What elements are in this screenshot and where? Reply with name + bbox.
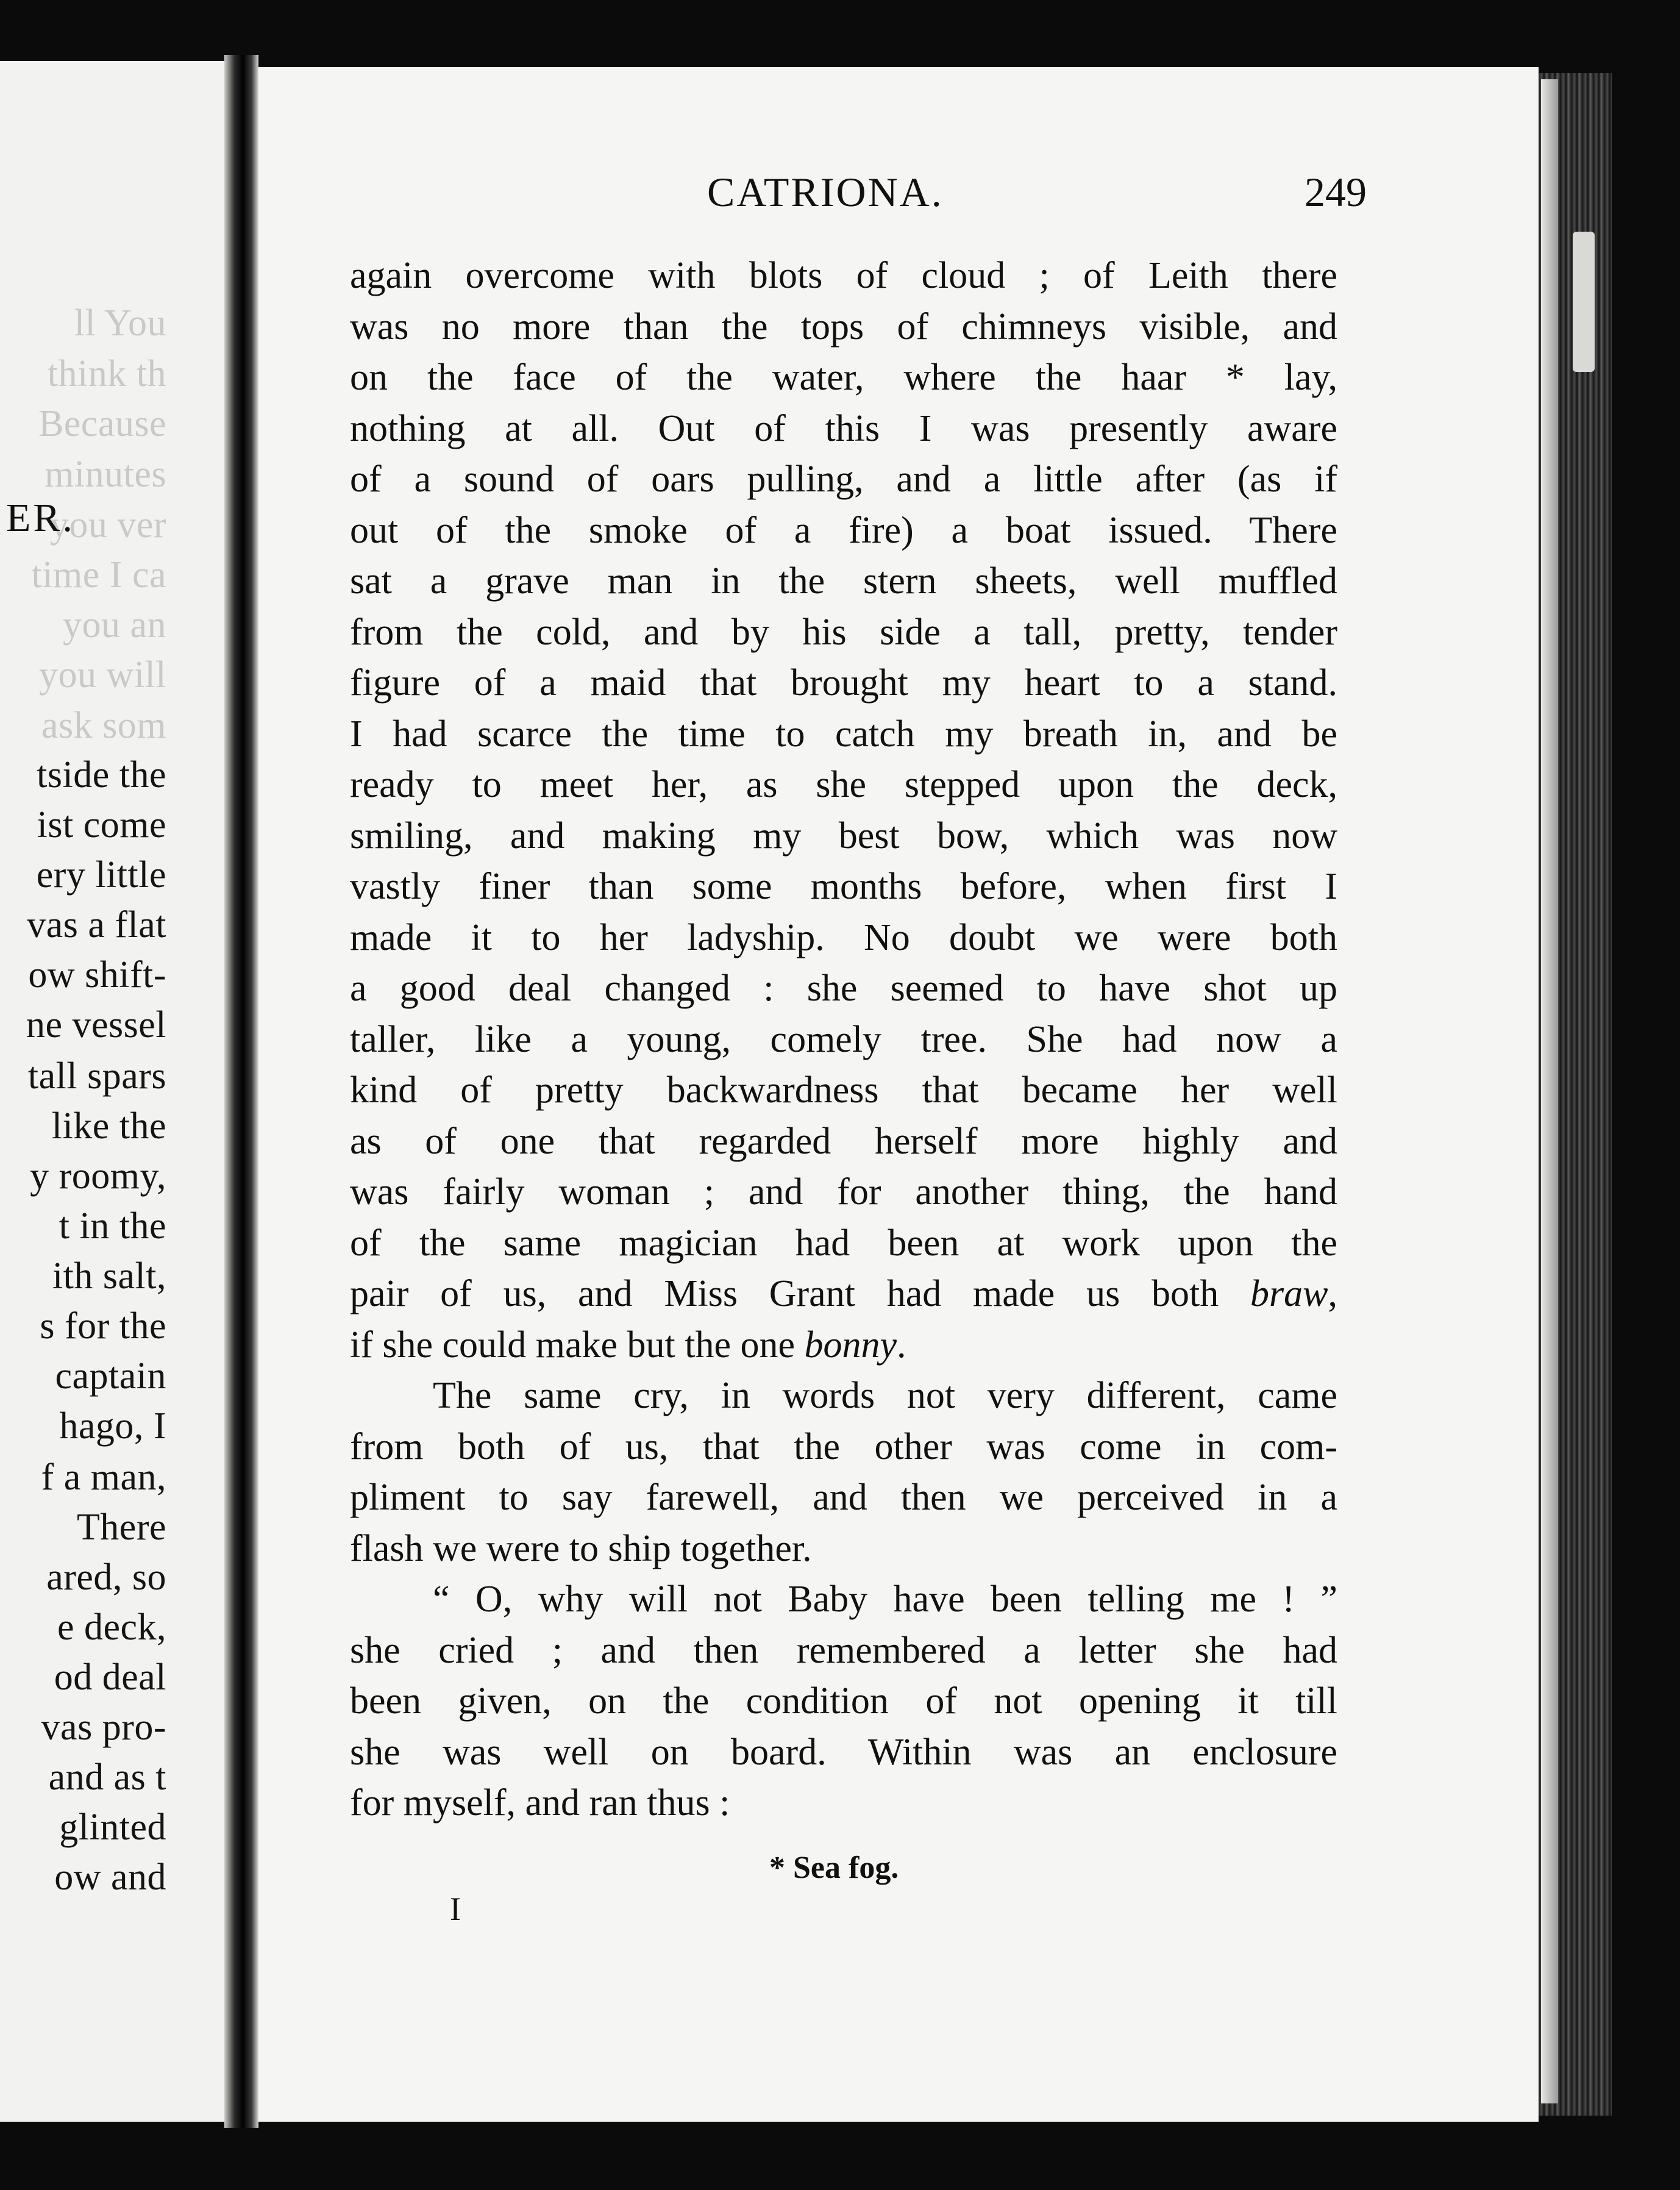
left-page-line: tall spars: [27, 1055, 166, 1097]
book-gutter: [224, 55, 258, 2128]
left-page-line: ne vessel: [26, 1004, 166, 1046]
body-line: [350, 1268, 1337, 1319]
body-line: for myself, and ran thus :: [350, 1782, 730, 1824]
body-line: The same cry, in words not very different, came: [433, 1375, 1337, 1416]
page-number: 249: [1304, 169, 1367, 215]
body-line: as of one that regarded herself more highly and: [350, 1121, 1337, 1162]
left-page-line: ist come: [37, 804, 166, 846]
left-page-line: captain: [55, 1355, 166, 1397]
left-page-line: y roomy,: [30, 1155, 166, 1197]
body-line: vastly finer than some months before, when first I: [350, 866, 1337, 907]
body-line: figure of a maid that brought my heart to a stand.: [350, 662, 1337, 704]
body-line: [350, 1319, 1337, 1371]
left-page-line: hago, I: [59, 1405, 166, 1447]
body-line: sat a grave man in the stern sheets, well muffled: [350, 560, 1337, 602]
body-line: pliment to say farewell, and then we perceived in a: [350, 1477, 1337, 1518]
body-line: of the same magician had been at work upon the: [350, 1222, 1337, 1264]
left-page-line: think th: [47, 353, 166, 394]
left-page-line: like the: [51, 1105, 166, 1147]
body-line: ready to meet her, as she stepped upon the deck,: [350, 764, 1337, 805]
body-line: was no more than the tops of chimneys visible, and: [350, 306, 1337, 348]
italic-word: bonny: [804, 1324, 897, 1366]
text-run: .: [897, 1324, 906, 1366]
running-header-title: CATRIONA.: [707, 169, 944, 215]
left-page-line: you ver: [49, 504, 166, 546]
left-page-line: ared, so: [46, 1557, 166, 1598]
left-page-line: vas pro-: [41, 1707, 166, 1748]
left-page-line: f a man,: [41, 1457, 166, 1498]
body-line: smiling, and making my best bow, which was now: [350, 815, 1337, 857]
body-line: taller, like a young, comely tree. She had now a: [350, 1019, 1337, 1060]
left-heading-fragment: ER.: [6, 496, 75, 540]
body-line: “ O, why will not Baby have been telling me ! ”: [433, 1578, 1337, 1620]
left-page-line: you an: [62, 604, 166, 646]
left-page-line: ow shift-: [28, 954, 166, 996]
body-line: on the face of the water, where the haar * lay,: [350, 357, 1337, 398]
left-page-line: ow and: [54, 1857, 166, 1898]
body-line: made it to her ladyship. No doubt we were both: [350, 917, 1337, 958]
left-page-line: and as t: [48, 1757, 166, 1798]
body-line: out of the smoke of a fire) a boat issued. There: [350, 510, 1337, 551]
left-page-line: ll You: [74, 302, 166, 344]
text-run: pair of us, and Miss Grant had made us both: [350, 1273, 1251, 1314]
left-page-line: ask som: [41, 705, 166, 746]
left-page-line: ith salt,: [52, 1255, 166, 1297]
left-page-line: time I ca: [31, 554, 166, 596]
signature-mark: I: [450, 1891, 461, 1927]
left-page-line: od deal: [54, 1657, 166, 1698]
body-line: she cried ; and then remembered a letter she had: [350, 1630, 1337, 1671]
left-page-line: tside the: [37, 754, 166, 796]
body-line: flash we were to ship together.: [350, 1528, 812, 1569]
body-line: she was well on board. Within was an enclosure: [350, 1732, 1337, 1773]
body-line: a good deal changed : she seemed to have shot up: [350, 968, 1337, 1009]
left-page-line: e deck,: [57, 1607, 166, 1648]
body-line: from the cold, and by his side a tall, pretty, tender: [350, 612, 1337, 653]
body-line: of a sound of oars pulling, and a little after (as if: [350, 458, 1337, 500]
left-page-line: s for the: [40, 1305, 166, 1347]
body-line: from both of us, that the other was come in com-: [350, 1426, 1337, 1468]
left-page: [0, 61, 224, 2122]
left-page-line: Because: [38, 403, 166, 444]
text-run: ,: [1328, 1273, 1337, 1314]
left-page-line: you will: [39, 654, 166, 696]
italic-word: braw: [1250, 1273, 1328, 1314]
body-line: kind of pretty backwardness that became her well: [350, 1069, 1337, 1111]
left-page-line: minutes: [44, 454, 166, 495]
left-page-line: glinted: [59, 1807, 166, 1848]
page-edge-highlight: [1541, 79, 1558, 2103]
body-line: been given, on the condition of not opening it till: [350, 1680, 1337, 1722]
footnote: * Sea fog.: [769, 1850, 899, 1885]
body-line: was fairly woman ; and for another thing, the hand: [350, 1171, 1337, 1213]
left-page-line: t in the: [59, 1205, 166, 1247]
text-run: if she could make but the one: [350, 1324, 805, 1366]
body-line: again overcome with blots of cloud ; of Leith there: [350, 255, 1337, 296]
body-line: nothing at all. Out of this I was presently aware: [350, 408, 1337, 449]
left-page-line: ery little: [36, 854, 166, 896]
left-page-line: vas a flat: [27, 904, 166, 946]
page-tab-mark: [1573, 232, 1595, 372]
body-line: I had scarce the time to catch my breath in, and be: [350, 713, 1337, 755]
left-page-line: There: [76, 1507, 166, 1548]
